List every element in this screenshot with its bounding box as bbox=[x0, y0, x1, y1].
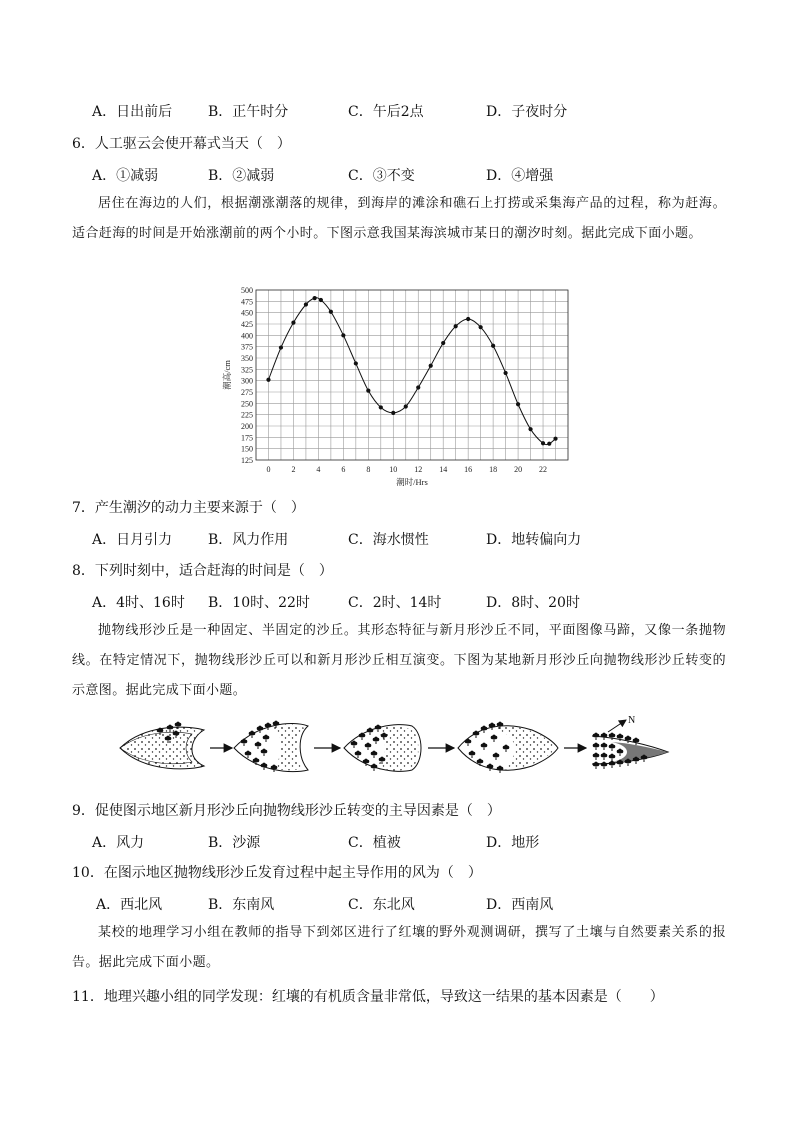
y-tick-label: 400 bbox=[241, 331, 253, 341]
dune-evolution-diagram bbox=[112, 712, 682, 784]
x-tick-label: 12 bbox=[414, 465, 423, 474]
tide-curve bbox=[268, 298, 555, 445]
dune-stage-4 bbox=[458, 722, 558, 773]
tide-data-point bbox=[541, 441, 545, 445]
tide-chart bbox=[222, 284, 572, 486]
q6-option-a: A．①减弱 bbox=[92, 168, 159, 184]
tide-data-point bbox=[491, 344, 495, 348]
x-tick-label: 10 bbox=[389, 465, 398, 474]
y-tick-label: 350 bbox=[241, 354, 253, 363]
q7-option-b: B．风力作用 bbox=[208, 532, 289, 548]
tide-data-point bbox=[279, 345, 283, 349]
tide-data-point bbox=[391, 411, 395, 415]
q9-option-a: A．风力 bbox=[92, 835, 145, 851]
q9-option-c: C．植被 bbox=[348, 835, 401, 851]
y-tick-label: 500 bbox=[241, 286, 253, 295]
q10-option-a: A．西北风 bbox=[96, 897, 163, 913]
y-tick-label: 300 bbox=[241, 376, 253, 386]
y-axis-label: 潮高/cm bbox=[222, 360, 232, 390]
q8-option-d: D．8时、20时 bbox=[486, 595, 580, 611]
tide-data-point bbox=[466, 317, 470, 321]
x-tick-label: 22 bbox=[539, 465, 548, 474]
y-tick-label: 275 bbox=[241, 388, 253, 397]
q7-option-c: C．海水惯性 bbox=[348, 532, 429, 548]
north-arrow-icon bbox=[608, 720, 626, 732]
dune-stage-5-parabolic bbox=[592, 733, 668, 769]
q11-stem: 11．地理兴趣小组的同学发现：红壤的有机质含量非常低，导致这一结果的基本因素是（ ） bbox=[72, 989, 664, 1005]
q5-option-a: A．日出前后 bbox=[92, 104, 173, 120]
dune-stage-1-barchan bbox=[120, 722, 204, 769]
q10-stem: 10．在图示地区抛物线形沙丘发育过程中起主导作用的风为（ ） bbox=[72, 865, 482, 881]
x-tick-label: 4 bbox=[316, 465, 321, 474]
tide-data-point bbox=[354, 361, 358, 365]
tide-data-point bbox=[319, 298, 323, 302]
x-tick-label: 20 bbox=[514, 465, 523, 474]
tide-data-point bbox=[416, 385, 420, 389]
y-tick-label: 450 bbox=[241, 308, 253, 318]
y-tick-label: 475 bbox=[241, 297, 253, 307]
x-tick-label: 14 bbox=[439, 465, 448, 474]
tide-data-point bbox=[291, 321, 295, 325]
y-tick-label: 325 bbox=[241, 365, 253, 375]
dune-stage-3 bbox=[344, 725, 421, 772]
tide-data-point bbox=[404, 404, 408, 408]
tide-data-point bbox=[304, 302, 308, 306]
tide-data-point bbox=[528, 427, 532, 431]
y-tick-label: 125 bbox=[241, 456, 253, 465]
q8-stem: 8．下列时刻中，适合赶海的时间是（ ） bbox=[72, 563, 333, 579]
q5-option-b: B．正午时分 bbox=[208, 104, 289, 120]
tide-data-point bbox=[441, 341, 445, 345]
tide-data-point bbox=[366, 389, 370, 393]
q6-option-c: C．③不变 bbox=[348, 168, 415, 184]
q7-option-a: A．日月引力 bbox=[92, 532, 173, 548]
plot-frame bbox=[256, 290, 568, 460]
tide-data-point bbox=[454, 324, 458, 328]
q10-option-b: B．东南风 bbox=[208, 897, 275, 913]
x-tick-label: 16 bbox=[464, 465, 473, 474]
tide-intro-paragraph: 居住在海边的人们，根据潮涨潮落的规律，到海岸的滩涂和礁石上打捞或采集海产品的过程，称为赶海。适合赶海的时间是开始涨潮前的两个小时。下图示意我国某海滨城市某日的潮汐时刻。据此完成下面小题。 bbox=[72, 196, 726, 241]
x-tick-label: 2 bbox=[291, 465, 296, 474]
q9-stem: 9．促使图示地区新月形沙丘向抛物线形沙丘转变的主导因素是（ ） bbox=[72, 803, 501, 819]
y-tick-label: 250 bbox=[241, 399, 253, 409]
dune-intro-paragraph: 抛物线形沙丘是一种固定、半固定的沙丘。其形态特征与新月形沙丘不同，平面图像马蹄，又像一条抛物线。在特定情况下，抛物线形沙丘可以和新月形沙丘相互演变。下图为某地新月形沙丘向抛物线形沙丘转变的示意图。据此完成下面小题。 bbox=[72, 623, 726, 698]
q8-option-a: A．4时、16时 bbox=[92, 595, 185, 611]
tide-data-point bbox=[429, 364, 433, 368]
y-tick-label: 150 bbox=[241, 444, 253, 454]
q7-stem: 7．产生潮汐的动力主要来源于（ ） bbox=[72, 500, 305, 516]
tide-data-point bbox=[547, 442, 551, 446]
y-tick-label: 375 bbox=[241, 342, 253, 352]
y-tick-label: 200 bbox=[241, 422, 253, 431]
tide-data-point bbox=[379, 405, 383, 409]
tide-data-point bbox=[341, 333, 345, 337]
north-label: N bbox=[628, 715, 636, 726]
q6-stem: 6．人工驱云会使开幕式当天（ ） bbox=[72, 136, 291, 152]
q5-option-c: C．午后2点 bbox=[348, 104, 424, 120]
q5-option-d: D．子夜时分 bbox=[486, 104, 568, 120]
x-tick-label: 0 bbox=[266, 465, 271, 474]
y-tick-label: 225 bbox=[241, 410, 253, 420]
tide-data-point bbox=[479, 325, 483, 329]
q6-option-d: D．④增强 bbox=[486, 168, 554, 184]
tide-data-point bbox=[504, 371, 508, 375]
tide-data-point bbox=[266, 378, 270, 382]
tide-data-point bbox=[516, 402, 520, 406]
q6-option-b: B．②减弱 bbox=[208, 168, 275, 184]
x-tick-label: 6 bbox=[341, 465, 346, 474]
q10-option-c: C．东北风 bbox=[348, 897, 415, 913]
y-tick-label: 175 bbox=[241, 433, 253, 443]
x-tick-label: 8 bbox=[366, 465, 371, 474]
dune-stage-2 bbox=[234, 721, 308, 772]
q10-option-d: D．西南风 bbox=[486, 897, 554, 913]
q7-option-d: D．地转偏向力 bbox=[486, 532, 582, 548]
q9-option-d: D．地形 bbox=[486, 835, 540, 851]
tide-data-point bbox=[329, 310, 333, 314]
tide-data-point bbox=[313, 296, 317, 300]
q9-option-b: B．沙源 bbox=[208, 835, 261, 851]
tide-data-point bbox=[553, 437, 557, 441]
soil-intro-paragraph: 某校的地理学习小组在教师的指导下到郊区进行了红壤的野外观测调研，撰写了土壤与自然要素关系的报告。据此完成下面小题。 bbox=[72, 925, 726, 970]
x-axis-label: 潮时/Hrs bbox=[396, 477, 428, 486]
q8-option-c: C．2时、14时 bbox=[348, 595, 442, 611]
y-tick-label: 425 bbox=[241, 320, 253, 329]
q8-option-b: B．10时、22时 bbox=[208, 595, 310, 611]
x-tick-label: 18 bbox=[489, 465, 498, 474]
